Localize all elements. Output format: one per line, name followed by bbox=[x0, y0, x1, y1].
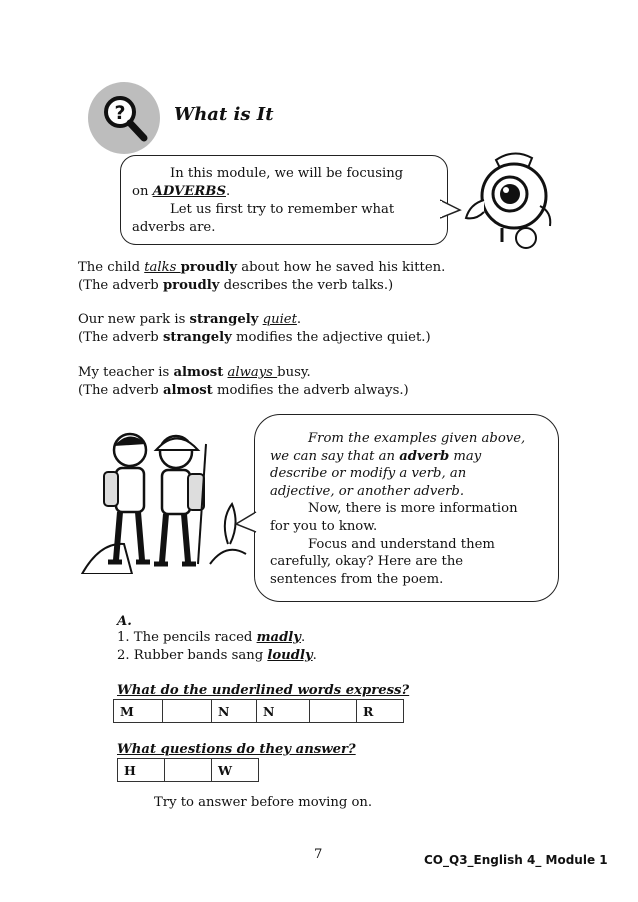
closing-text: Try to answer before moving on. bbox=[154, 795, 373, 810]
mascot-character-icon bbox=[462, 146, 558, 252]
answer-grid-1 bbox=[113, 699, 404, 723]
answer-grid-2 bbox=[117, 758, 259, 782]
grid-cell[interactable]: M bbox=[114, 700, 163, 723]
grid-cell[interactable]: N bbox=[257, 700, 310, 723]
bubble-tail bbox=[234, 508, 258, 538]
magnifier-question-icon bbox=[86, 80, 162, 156]
intro-line: In this module, we will be focusing bbox=[170, 166, 404, 181]
grid-cell[interactable] bbox=[163, 700, 212, 723]
list-item: 2. Rubber bands sang loudly. bbox=[117, 648, 317, 663]
hikers-illustration bbox=[80, 424, 250, 574]
example-2: Our new park is strangely quiet. (The adverb strangely modifies the adjective quiet.) bbox=[78, 312, 431, 345]
example-1: The child talks proudly about how he saved his kitten. (The adverb proudly describes the verb talks.) bbox=[78, 260, 446, 293]
question-1: What do the underlined words express? bbox=[117, 683, 410, 698]
grid-cell[interactable] bbox=[165, 759, 212, 782]
intro-term: ADVERBS bbox=[152, 184, 226, 199]
info-text: From the examples given above, we can say that an adverb may describe or modify a verb, an adjective, or another adverb. Now, there is more information for you to know. Focus and understand them carefully, okay? Here are the sentences from the poem. bbox=[270, 431, 526, 587]
intro-line: adverbs are. bbox=[132, 220, 216, 235]
grid-cell[interactable]: W bbox=[212, 759, 259, 782]
section-label: A. bbox=[117, 614, 132, 629]
intro-text bbox=[132, 165, 435, 237]
grid-cell[interactable]: R bbox=[357, 700, 404, 723]
intro-line: Let us first try to remember what bbox=[170, 202, 395, 217]
grid-cell[interactable]: N bbox=[212, 700, 257, 723]
page-number: 7 bbox=[314, 847, 323, 862]
question-2: What questions do they answer? bbox=[117, 742, 356, 757]
svg-text:?: ? bbox=[114, 102, 126, 124]
bubble-tail bbox=[440, 196, 464, 226]
module-label: CO_Q3_English 4_ Module 1 bbox=[424, 853, 608, 867]
list-item: 1. The pencils raced madly. bbox=[117, 630, 306, 645]
grid-cell[interactable] bbox=[310, 700, 357, 723]
grid-cell[interactable]: H bbox=[118, 759, 165, 782]
intro-line: on ADVERBS. bbox=[132, 184, 231, 199]
page-title: What is It bbox=[174, 104, 274, 125]
example-3: My teacher is almost always busy. (The adverb almost modifies the adverb always.) bbox=[78, 365, 409, 398]
